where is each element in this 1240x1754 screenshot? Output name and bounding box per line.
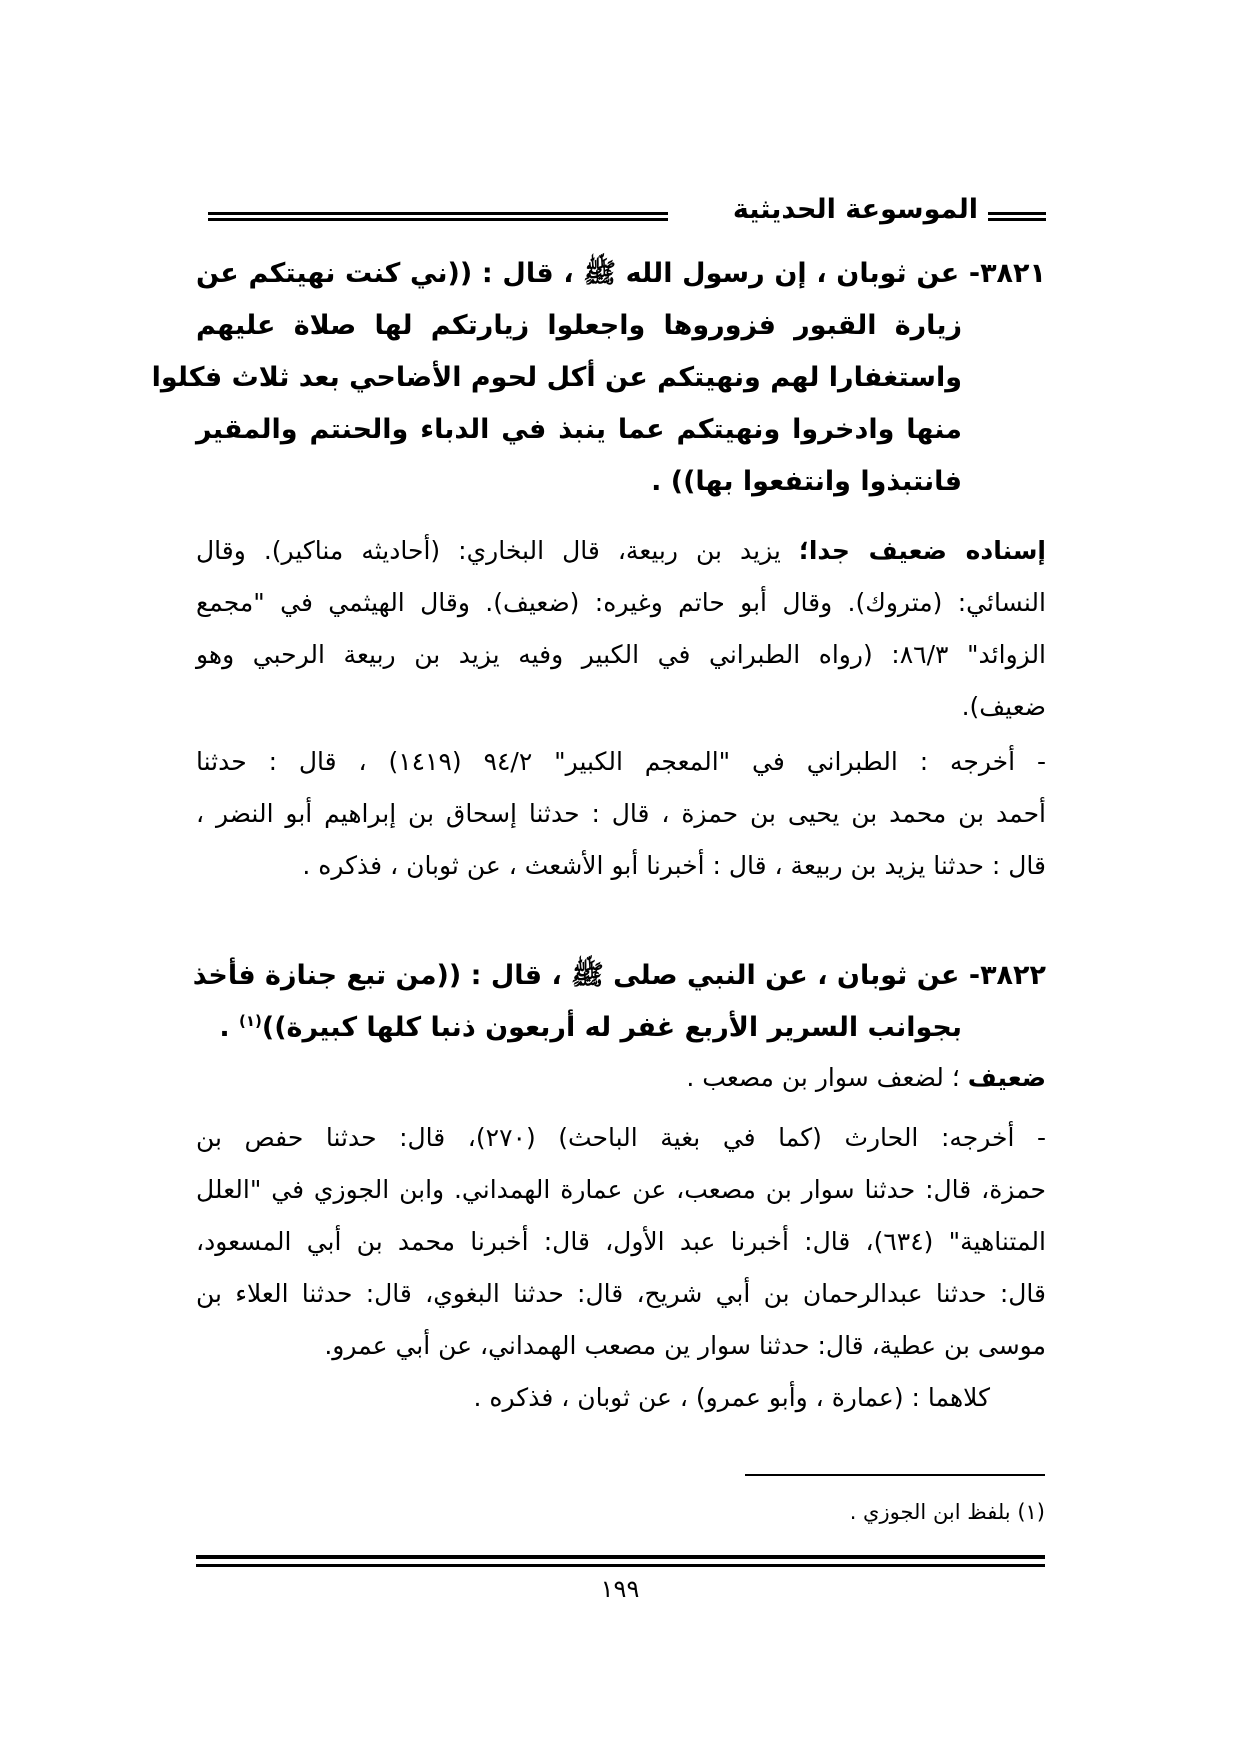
bottom-rule-2 [196, 1564, 1045, 1567]
hadith-line: ٣٨٢١- عن ثوبان ، إن رسول الله ﷺ ، قال : ((ني كنت نهيتكم عن [196, 258, 1046, 289]
bottom-rule [196, 1555, 1045, 1559]
hadith-line: منها وادخروا ونهيتكم عما ينبذ في الدباء والحنتم والمقير [196, 414, 962, 445]
grading-3822 [196, 1052, 1046, 1104]
takhrij-line: المتناهية" (٦٣٤)، قال: أخبرنا عبد الأول، قال: أخبرنا محمد بن أبي المسعود، [196, 1227, 1046, 1256]
takhrij-3822 [196, 1112, 1046, 1424]
hadith-3821 [151, 248, 1046, 508]
book-title: الموسوعة الحديثية [732, 194, 978, 225]
hadith-line: بجوانب السرير الأربع غفر له أربعون ذنبا كلها كبيرة))$^{(١)}$ . [219, 1012, 962, 1043]
grading-line: ضعيف ؛ لضعف سوار بن مصعب . [686, 1063, 1046, 1092]
hadith-line: فانتبذوا وانتفعوا بها)) . [651, 466, 962, 497]
takhrij-line: كلاهما : (عمارة ، وأبو عمرو) ، عن ثوبان ، فذكره . [473, 1383, 990, 1412]
hadith-line: زيارة القبور فزوروها واجعلوا زيارتكم لها صلاة عليهم [196, 310, 962, 341]
footnote-separator [745, 1474, 1045, 1476]
grading-3821 [196, 525, 1046, 733]
takhrij-line: موسى بن عطية، قال: حدثنا سوار ين مصعب الهمداني، عن أبي عمرو. [324, 1331, 1046, 1360]
grading-line: الزوائد" ٨٦/٣: (رواه الطبراني في الكبير وفيه يزيد بن ربيعة الرحبي وهو [196, 640, 1047, 669]
hadith-line: ٣٨٢٢- عن ثوبان ، عن النبي صلى ﷺ ، قال : ((من تبع جنازة فأخذ [192, 960, 1046, 991]
takhrij-line: أحمد بن محمد بن يحيى بن حمزة ، قال : حدثنا إسحاق بن إبراهيم أبو النضر ، [196, 799, 1046, 828]
takhrij-line: - أخرجه : الطبراني في "المعجم الكبير" ٩٤/٢ (١٤١٩) ، قال : حدثنا [196, 747, 1046, 776]
takhrij-line: - أخرجه: الحارث (كما في بغية الباحث) (٢٧٠)، قال: حدثنا حفص بن [196, 1123, 1046, 1152]
footnote-1: (١) بلفظ ابن الجوزي . [849, 1500, 1045, 1524]
grading-verdict: إسناده ضعيف جدا؛ [798, 536, 1047, 565]
footnote-reference[interactable]: (١) [239, 1012, 262, 1030]
takhrij-line: قال: حدثنا عبدالرحمان بن أبي شريح، قال: حدثنا البغوي، قال: حدثنا العلاء بن [196, 1279, 1046, 1308]
header-rule-right-2 [988, 218, 1046, 221]
takhrij-line: حمزة، قال: حدثنا سوار بن مصعب، عن عمارة الهمداني. وابن الجوزي في "العلل [196, 1175, 1046, 1204]
grading-line: إسناده ضعيف جدا؛ يزيد بن ربيعة، قال البخاري: (أحاديثه مناكير). وقال [196, 536, 1047, 565]
grading-line: ضعيف). [961, 692, 1046, 721]
hadith-line: واستغفارا لهم ونهيتكم عن أكل لحوم الأضاحي بعد ثلاث فكلوا [151, 362, 962, 393]
header-rule-left-2 [208, 218, 668, 221]
takhrij-line: قال : حدثنا يزيد بن ربيعة ، قال : أخبرنا أبو الأشعث ، عن ثوبان ، فذكره . [302, 851, 1046, 880]
header-rule-left [208, 212, 668, 215]
grading-line: النسائي: (متروك). وقال أبو حاتم وغيره: (ضعيف). وقال الهيثمي في "مجمع [196, 588, 1046, 617]
hadith-3822 [192, 950, 1046, 1054]
running-header [208, 190, 1046, 234]
takhrij-3821 [196, 736, 1046, 892]
grading-verdict: ضعيف [967, 1063, 1046, 1092]
page-number: ١٩٩ [600, 1575, 640, 1603]
header-rule-right [988, 212, 1046, 215]
